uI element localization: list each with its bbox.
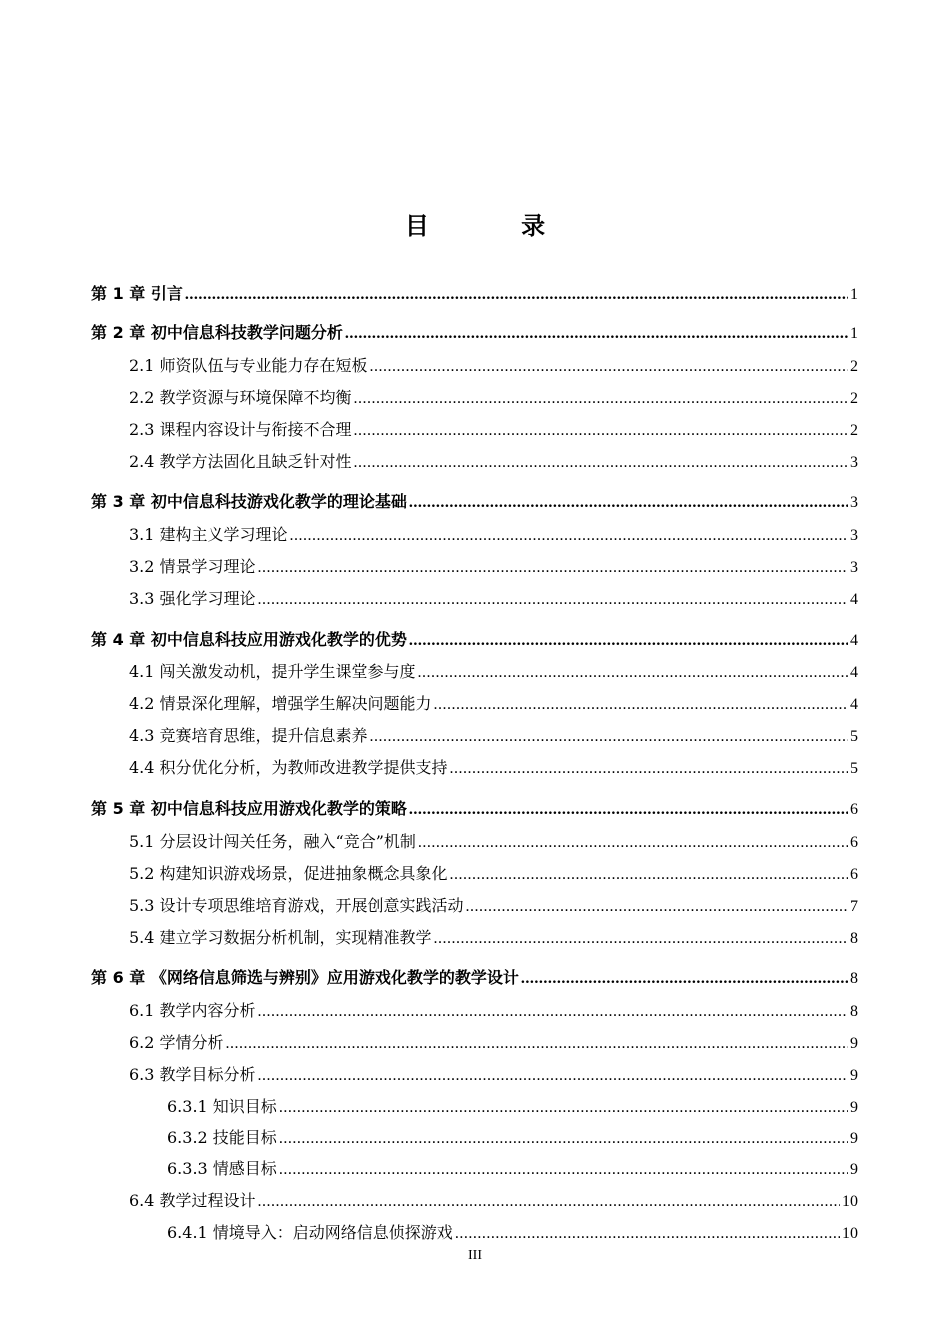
leader-dots <box>409 632 848 650</box>
toc-entry-label: 第 2 章 初中信息科技教学问题分析 <box>91 323 343 342</box>
toc-entry-label: 2.4 教学方法固化且缺乏针对性 <box>129 452 352 471</box>
toc-entry-page: 1 <box>850 325 858 342</box>
leader-dots <box>418 664 848 682</box>
toc-entry-page: 9 <box>850 1099 858 1116</box>
toc-entry-label: 6.1 教学内容分析 <box>129 1001 256 1020</box>
toc-entry-section-5-3[interactable] <box>129 893 858 916</box>
toc-entry-subsection-6-3-3[interactable] <box>167 1156 858 1179</box>
toc-entry-label: 4.4 积分优化分析，为教师改进教学提供支持 <box>129 758 448 777</box>
leader-dots <box>258 1193 840 1211</box>
leader-dots <box>258 559 848 577</box>
toc-entry-label: 5.3 设计专项思维培育游戏，开展创意实践活动 <box>129 896 464 915</box>
toc-entry-page: 4 <box>850 664 858 681</box>
toc-entry-label: 第 6 章 《网络信息筛选与辨别》应用游戏化教学的教学设计 <box>91 968 519 987</box>
toc-entry-label: 第 1 章 引言 <box>91 284 183 303</box>
page-number: III <box>468 1248 482 1263</box>
toc-entry-label: 6.4.1 情境导入：启动网络信息侦探游戏 <box>167 1223 453 1242</box>
toc-entry-page: 3 <box>850 494 858 511</box>
toc-entry-section-5-2[interactable] <box>129 861 858 884</box>
leader-dots <box>455 1225 840 1243</box>
toc-entry-label: 5.1 分层设计闯关任务，融入“竞合”机制 <box>129 832 416 851</box>
toc-entry-page: 5 <box>850 728 858 745</box>
toc-entry-section-3-3[interactable] <box>129 586 858 609</box>
toc-entry-section-6-3[interactable] <box>129 1062 858 1085</box>
toc-entry-section-4-4[interactable] <box>129 755 858 778</box>
toc-entry-page: 6 <box>850 801 858 818</box>
toc-entry-page: 8 <box>850 930 858 947</box>
toc-entry-label: 第 4 章 初中信息科技应用游戏化教学的优势 <box>91 630 407 649</box>
toc-entry-page: 5 <box>850 760 858 777</box>
toc-entry-page: 8 <box>850 1003 858 1020</box>
leader-dots <box>434 696 848 714</box>
toc-entry-chapter-3[interactable] <box>91 489 858 512</box>
toc-entry-section-2-2[interactable] <box>129 385 858 408</box>
toc-entry-page: 9 <box>850 1067 858 1084</box>
toc-entry-label: 5.4 建立学习数据分析机制，实现精准教学 <box>129 928 432 947</box>
leader-dots <box>434 930 848 948</box>
toc-entry-chapter-4[interactable] <box>91 627 858 650</box>
toc-entry-label: 6.3.1 知识目标 <box>167 1097 277 1116</box>
leader-dots <box>409 494 848 512</box>
leader-dots <box>345 325 848 343</box>
toc-entry-section-6-2[interactable] <box>129 1030 858 1053</box>
toc-entry-page: 9 <box>850 1035 858 1052</box>
toc-entry-label: 2.2 教学资源与环境保障不均衡 <box>129 388 352 407</box>
toc-entry-label: 3.3 强化学习理论 <box>129 589 256 608</box>
toc-entry-label: 4.3 竞赛培育思维，提升信息素养 <box>129 726 368 745</box>
toc-entry-chapter-5[interactable] <box>91 796 858 819</box>
toc-entry-page: 9 <box>850 1161 858 1178</box>
toc-entry-page: 10 <box>842 1193 858 1210</box>
leader-dots <box>226 1035 848 1053</box>
toc-entry-section-3-1[interactable] <box>129 522 858 545</box>
toc-entry-page: 1 <box>850 286 858 303</box>
toc-entry-page: 3 <box>850 559 858 576</box>
toc-entry-page: 4 <box>850 696 858 713</box>
leader-dots <box>258 1003 848 1021</box>
toc-entry-section-5-4[interactable] <box>129 925 858 948</box>
toc-entry-label: 2.1 师资队伍与专业能力存在短板 <box>129 356 368 375</box>
leader-dots <box>418 834 848 852</box>
toc-entry-label: 4.1 闯关激发动机，提升学生课堂参与度 <box>129 662 416 681</box>
toc-entry-label: 2.3 课程内容设计与衔接不合理 <box>129 420 352 439</box>
leader-dots <box>258 1067 848 1085</box>
leader-dots <box>354 422 848 440</box>
leader-dots <box>450 760 848 778</box>
toc-entry-page: 9 <box>850 1130 858 1147</box>
toc-entry-page: 6 <box>850 866 858 883</box>
toc-entry-section-5-1[interactable] <box>129 829 858 852</box>
toc-entry-label: 3.1 建构主义学习理论 <box>129 525 288 544</box>
toc-entry-page: 6 <box>850 834 858 851</box>
leader-dots <box>450 866 848 884</box>
toc-entry-section-4-1[interactable] <box>129 659 858 682</box>
leader-dots <box>409 801 848 819</box>
toc-entry-label: 6.3.3 情感目标 <box>167 1159 277 1178</box>
leader-dots <box>370 728 848 746</box>
toc-entry-page: 2 <box>850 390 858 407</box>
leader-dots <box>279 1161 848 1179</box>
toc-entry-section-2-4[interactable] <box>129 449 858 472</box>
toc-entry-subsection-6-3-2[interactable] <box>167 1125 858 1148</box>
toc-entry-section-2-3[interactable] <box>129 417 858 440</box>
toc-entry-label: 5.2 构建知识游戏场景，促进抽象概念具象化 <box>129 864 448 883</box>
leader-dots <box>354 390 848 408</box>
toc-entry-section-6-1[interactable] <box>129 998 858 1021</box>
toc-entry-page: 3 <box>850 454 858 471</box>
toc-entry-page: 4 <box>850 591 858 608</box>
toc-entry-section-4-2[interactable] <box>129 691 858 714</box>
leader-dots <box>185 286 848 304</box>
leader-dots <box>258 591 848 609</box>
toc-entry-page: 3 <box>850 527 858 544</box>
leader-dots <box>279 1130 848 1148</box>
toc-entry-page: 2 <box>850 422 858 439</box>
leader-dots <box>290 527 848 545</box>
toc-entry-page: 2 <box>850 358 858 375</box>
toc-entry-label: 6.4 教学过程设计 <box>129 1191 256 1210</box>
toc-entry-page: 4 <box>850 632 858 649</box>
leader-dots <box>466 898 848 916</box>
toc-entry-label: 第 5 章 初中信息科技应用游戏化教学的策略 <box>91 799 407 818</box>
toc-entry-label: 6.3.2 技能目标 <box>167 1128 277 1147</box>
toc-entry-page: 10 <box>842 1225 858 1242</box>
leader-dots <box>370 358 848 376</box>
toc-entry-label: 3.2 情景学习理论 <box>129 557 256 576</box>
leader-dots <box>521 970 848 988</box>
toc-entry-section-2-1[interactable] <box>129 353 858 376</box>
toc-entry-section-4-3[interactable] <box>129 723 858 746</box>
toc-entry-subsection-6-3-1[interactable] <box>167 1094 858 1117</box>
toc-entry-section-3-2[interactable] <box>129 554 858 577</box>
toc-entry-chapter-2[interactable] <box>91 320 858 343</box>
toc-entry-label: 6.3 教学目标分析 <box>129 1065 256 1084</box>
toc-entry-section-6-4[interactable] <box>129 1188 858 1211</box>
toc-entry-chapter-6[interactable] <box>91 965 858 988</box>
toc-entry-page: 8 <box>850 970 858 987</box>
toc-entry-page: 7 <box>850 898 858 915</box>
toc-entry-chapter-1[interactable] <box>91 281 858 304</box>
toc-title: 目 录 <box>404 212 588 240</box>
toc-entry-subsection-6-4-1[interactable] <box>167 1220 858 1243</box>
leader-dots <box>354 454 848 472</box>
toc-entry-label: 第 3 章 初中信息科技游戏化教学的理论基础 <box>91 492 407 511</box>
toc-entry-label: 6.2 学情分析 <box>129 1033 224 1052</box>
leader-dots <box>279 1099 848 1117</box>
toc-entry-label: 4.2 情景深化理解，增强学生解决问题能力 <box>129 694 432 713</box>
